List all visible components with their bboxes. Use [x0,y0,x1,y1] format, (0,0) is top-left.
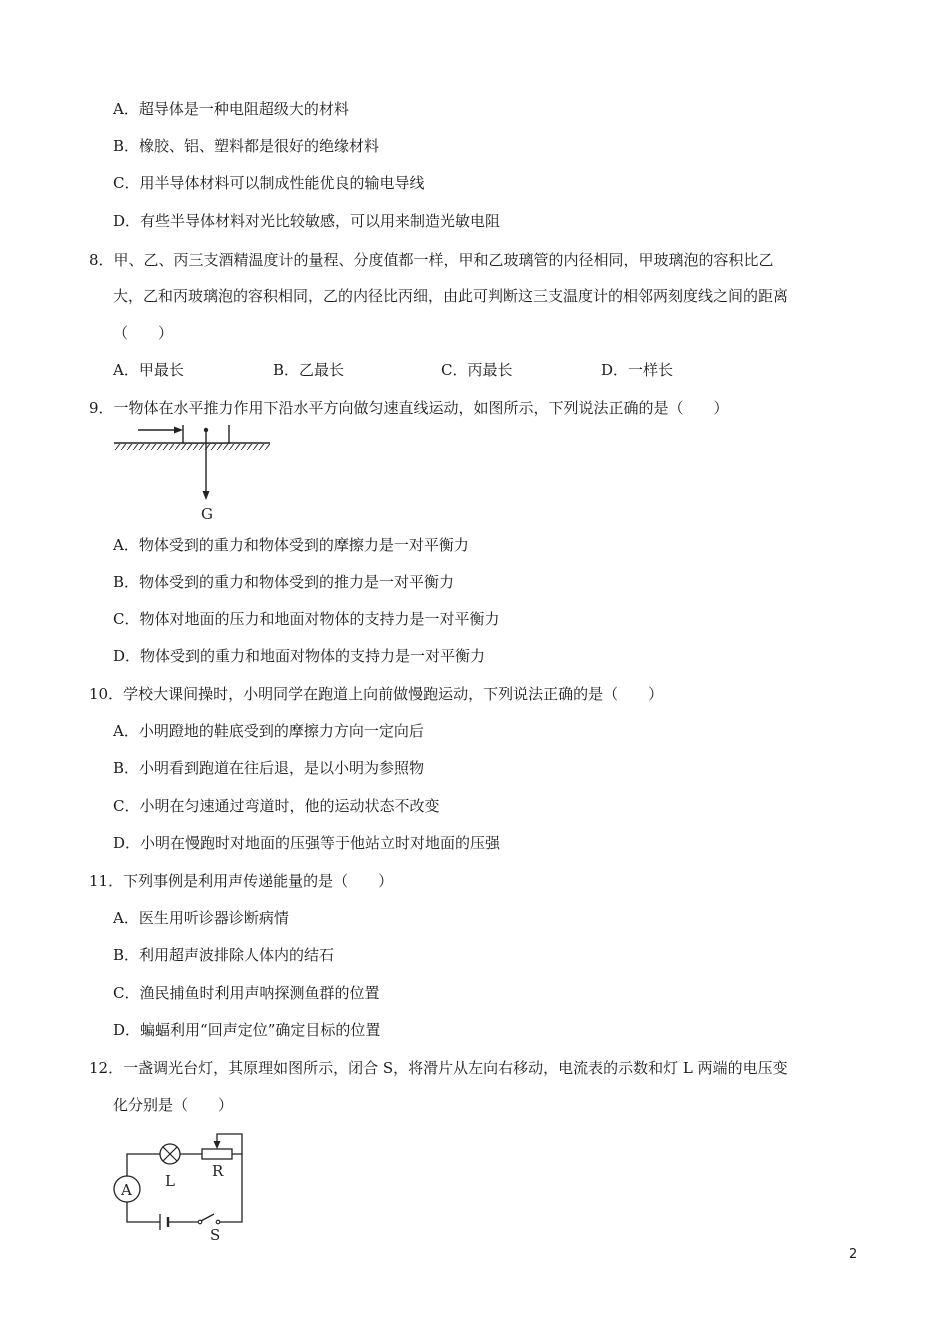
switch-blade [201,1214,214,1221]
q8-option-a: A．甲最长 [113,361,184,379]
rheostat-label: R [212,1162,224,1180]
gravity-label: G [201,505,213,523]
q11-option-d: D．蝙蝠利用“回声定位”确定目标的位置 [113,1021,381,1039]
q9-option-a: A．物体受到的重力和物体受到的摩擦力是一对平衡力 [113,536,469,554]
wire-bottom-left [127,1202,160,1222]
switch-contact [216,1220,220,1224]
q10-stem: 10．学校大课间操时，小明同学在跑道上向前做慢跑运动，下列说法正确的是（ ） [89,685,664,703]
ammeter-label: A [121,1181,132,1199]
q10-option-d: D．小明在慢跑时对地面的压强等于他站立时对地面的压强 [113,834,501,852]
ground-hatch [114,444,270,450]
q7-option-b: B．橡胶、铝、塑料都是很好的绝缘材料 [113,137,380,155]
q7-option-d: D．有些半导体材料对光比较敏感，可以用来制造光敏电阻 [113,212,501,230]
rheostat-slider-head [214,1141,221,1149]
q11-stem: 11．下列事例是利用声传递能量的是（ ） [89,872,394,890]
wire-right [220,1154,242,1222]
q9-stem: 9．一物体在水平推力作用下沿水平方向做匀速直线运动，如图所示，下列说法正确的是（ ） [89,399,729,417]
q7-option-c: C．用半导体材料可以制成性能优良的输电导线 [113,174,425,192]
q9-option-c: C．物体对地面的压力和地面对物体的支持力是一对平衡力 [113,610,500,628]
page-number: 2 [849,1247,858,1262]
q12-stem-line-2: 化分别是（ ） [113,1096,234,1114]
q7-option-a: A．超导体是一种电阻超级大的材料 [113,100,349,118]
q9-option-b: B．物体受到的重力和物体受到的推力是一对平衡力 [113,573,455,591]
rheostat [202,1149,232,1159]
gravity-arrow-head [203,491,210,500]
q10-option-a: A．小明蹬地的鞋底受到的摩擦力方向一定向后 [113,722,424,740]
q12-circuit-diagram [110,1128,280,1243]
wire-top [127,1154,160,1176]
q8-stem-line-1: 8．甲、乙、丙三支酒精温度计的量程、分度值都一样，甲和乙玻璃管的内径相同，甲玻璃泡的容积比乙 [89,251,774,269]
q8-option-d: D．一样长 [601,361,674,379]
switch-label: S [210,1226,221,1243]
q9-option-d: D．物体受到的重力和地面对物体的支持力是一对平衡力 [113,647,486,665]
q8-answer-blank: （ ） [113,324,174,342]
lamp-label: L [165,1172,175,1190]
q8-option-c: C．丙最长 [441,361,513,379]
q10-option-b: B．小明看到跑道在往后退，是以小明为参照物 [113,759,425,777]
q12-stem-line-1: 12．一盏调光台灯，其原理如图所示，闭合 S，将滑片从左向右移动，电流表的示数和灯 L 两端的电压变 [89,1059,788,1077]
q8-stem-line-2: 大，乙和丙玻璃泡的容积相同，乙的内径比丙细，由此可判断这三支温度计的相邻两刻度线之间的距离 [113,287,789,305]
q11-option-b: B．利用超声波排除人体内的结石 [113,946,335,964]
force-arrow-head [174,427,183,434]
q11-option-a: A．医生用听诊器诊断病情 [113,909,289,927]
q11-option-c: C．渔民捕鱼时利用声呐探测鱼群的位置 [113,984,380,1002]
q10-option-c: C．小明在匀速通过弯道时，他的运动状态不改变 [113,797,440,815]
q8-option-b: B．乙最长 [273,361,345,379]
q9-force-diagram [110,425,280,525]
